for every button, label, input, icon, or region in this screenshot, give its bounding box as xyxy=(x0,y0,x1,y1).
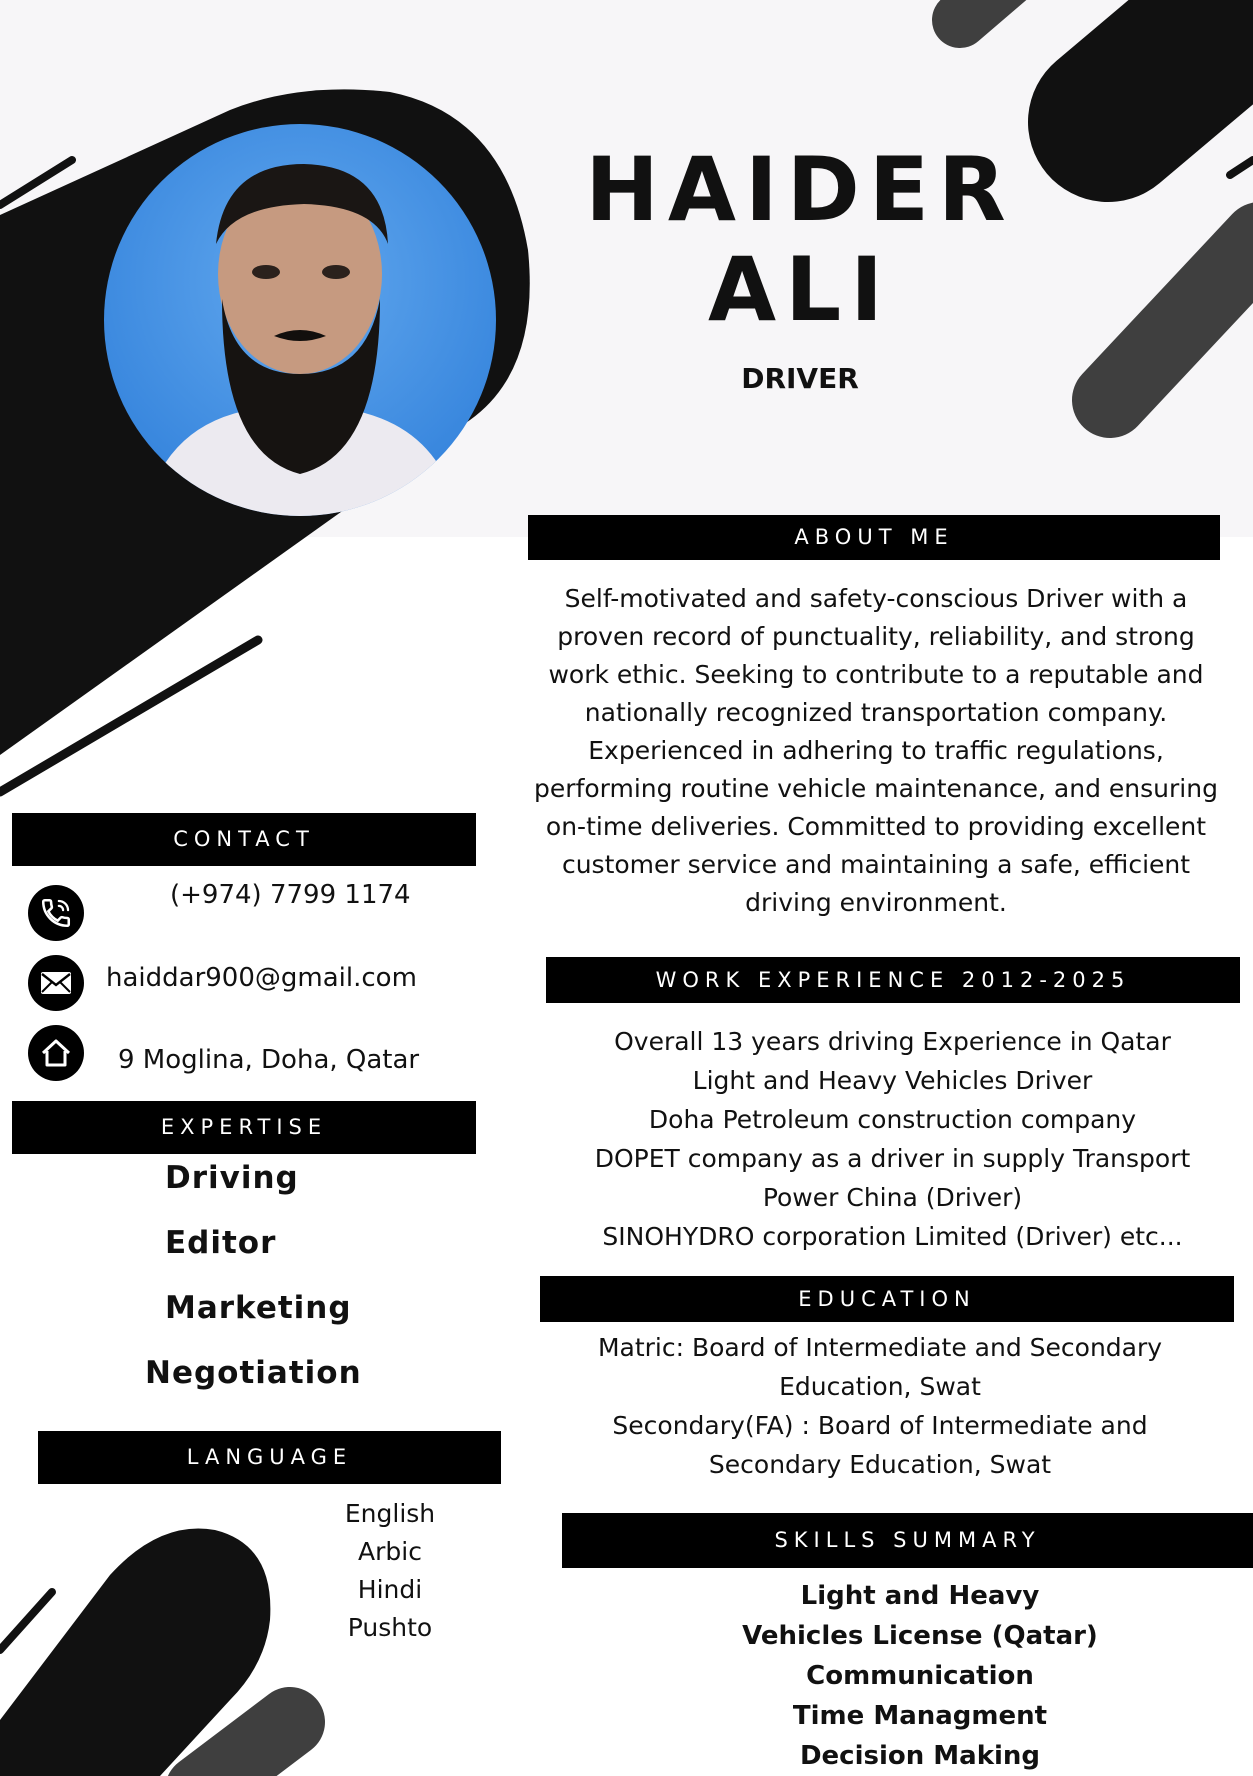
list-item: Secondary Education, Swat xyxy=(708,1450,1052,1479)
about-heading: ABOUT ME xyxy=(528,515,1220,560)
about-line: driving environment. xyxy=(745,888,1007,917)
envelope-icon xyxy=(28,955,84,1011)
work-heading: WORK EXPERIENCE 2012-2025 xyxy=(546,957,1240,1003)
about-line: customer service and maintaining a safe, efficient xyxy=(561,850,1191,879)
profile-photo xyxy=(104,124,496,516)
deco-pill-bottom-gray xyxy=(200,1722,290,1776)
contact-address: 9 Moglina, Doha, Qatar xyxy=(118,1045,420,1075)
language-list xyxy=(300,1495,480,1647)
about-text xyxy=(500,580,1252,922)
list-item: Vehicles License (Qatar) xyxy=(742,1621,1098,1651)
name-first: HAIDER xyxy=(585,138,1015,241)
about-line: on-time deliveries. Committed to providing excellent xyxy=(545,812,1207,841)
contact-email[interactable]: haiddar900@gmail.com xyxy=(106,963,417,993)
home-icon xyxy=(28,1025,84,1081)
list-item: English xyxy=(344,1499,436,1528)
list-item: Arbic xyxy=(358,1537,422,1566)
list-item: Power China (Driver) xyxy=(762,1183,1023,1212)
deco-line-left-bottom xyxy=(0,640,258,792)
about-line: Self-motivated and safety-conscious Driver with a xyxy=(564,584,1188,613)
deco-line-bottom-left xyxy=(0,1592,52,1650)
work-list xyxy=(540,1022,1245,1256)
list-item: Secondary(FA) : Board of Intermediate and xyxy=(612,1411,1148,1440)
list-item: Hindi xyxy=(357,1575,423,1604)
expertise-item: Driving xyxy=(165,1160,299,1196)
expertise-heading: EXPERTISE xyxy=(12,1101,476,1154)
phone-icon xyxy=(28,885,84,941)
contact-address-row xyxy=(28,1025,84,1081)
list-item: Pushto xyxy=(347,1613,433,1642)
education-list xyxy=(540,1328,1220,1484)
contact-email-row xyxy=(28,955,84,1011)
candidate-name xyxy=(560,140,1040,340)
list-item: SINOHYDRO corporation Limited (Driver) etc... xyxy=(602,1222,1183,1251)
list-item: Matric: Board of Intermediate and Secondary xyxy=(597,1333,1163,1362)
list-item: Doha Petroleum construction company xyxy=(648,1105,1137,1134)
about-line: Experienced in adhering to traffic regulations, xyxy=(588,736,1164,765)
contact-phone-row xyxy=(28,885,84,941)
list-item: DOPET company as a driver in supply Transport xyxy=(594,1144,1191,1173)
name-last: ALI xyxy=(708,238,892,341)
about-line: nationally recognized transportation company. xyxy=(584,698,1168,727)
list-item: Time Managment xyxy=(792,1701,1048,1731)
list-item: Overall 13 years driving Experience in Qatar xyxy=(614,1027,1171,1056)
list-item: Light and Heavy Vehicles Driver xyxy=(692,1066,1093,1095)
about-line: work ethic. Seeking to contribute to a reputable and xyxy=(548,660,1204,689)
language-heading: LANGUAGE xyxy=(38,1431,501,1484)
job-title: DRIVER xyxy=(741,362,859,395)
deco-pill-bottom-left xyxy=(0,1528,270,1776)
list-item: Education, Swat xyxy=(779,1372,981,1401)
list-item: Communication xyxy=(806,1661,1034,1691)
education-heading: EDUCATION xyxy=(540,1276,1234,1322)
list-item: Light and Heavy xyxy=(800,1581,1040,1611)
expertise-item: Marketing xyxy=(165,1290,352,1326)
expertise-item: Negotiation xyxy=(145,1355,362,1391)
skills-heading: SKILLS SUMMARY xyxy=(562,1513,1253,1568)
contact-heading: CONTACT xyxy=(12,813,476,866)
about-line: performing routine vehicle maintenance, and ensuring xyxy=(534,774,1218,803)
list-item: Decision Making xyxy=(799,1741,1041,1771)
profile-photo-image xyxy=(104,124,496,516)
about-line: proven record of punctuality, reliability, and strong xyxy=(557,622,1195,651)
contact-phone[interactable]: (+974) 7799 1174 xyxy=(170,880,411,910)
expertise-item: Editor xyxy=(165,1225,277,1261)
skills-list xyxy=(680,1576,1160,1776)
